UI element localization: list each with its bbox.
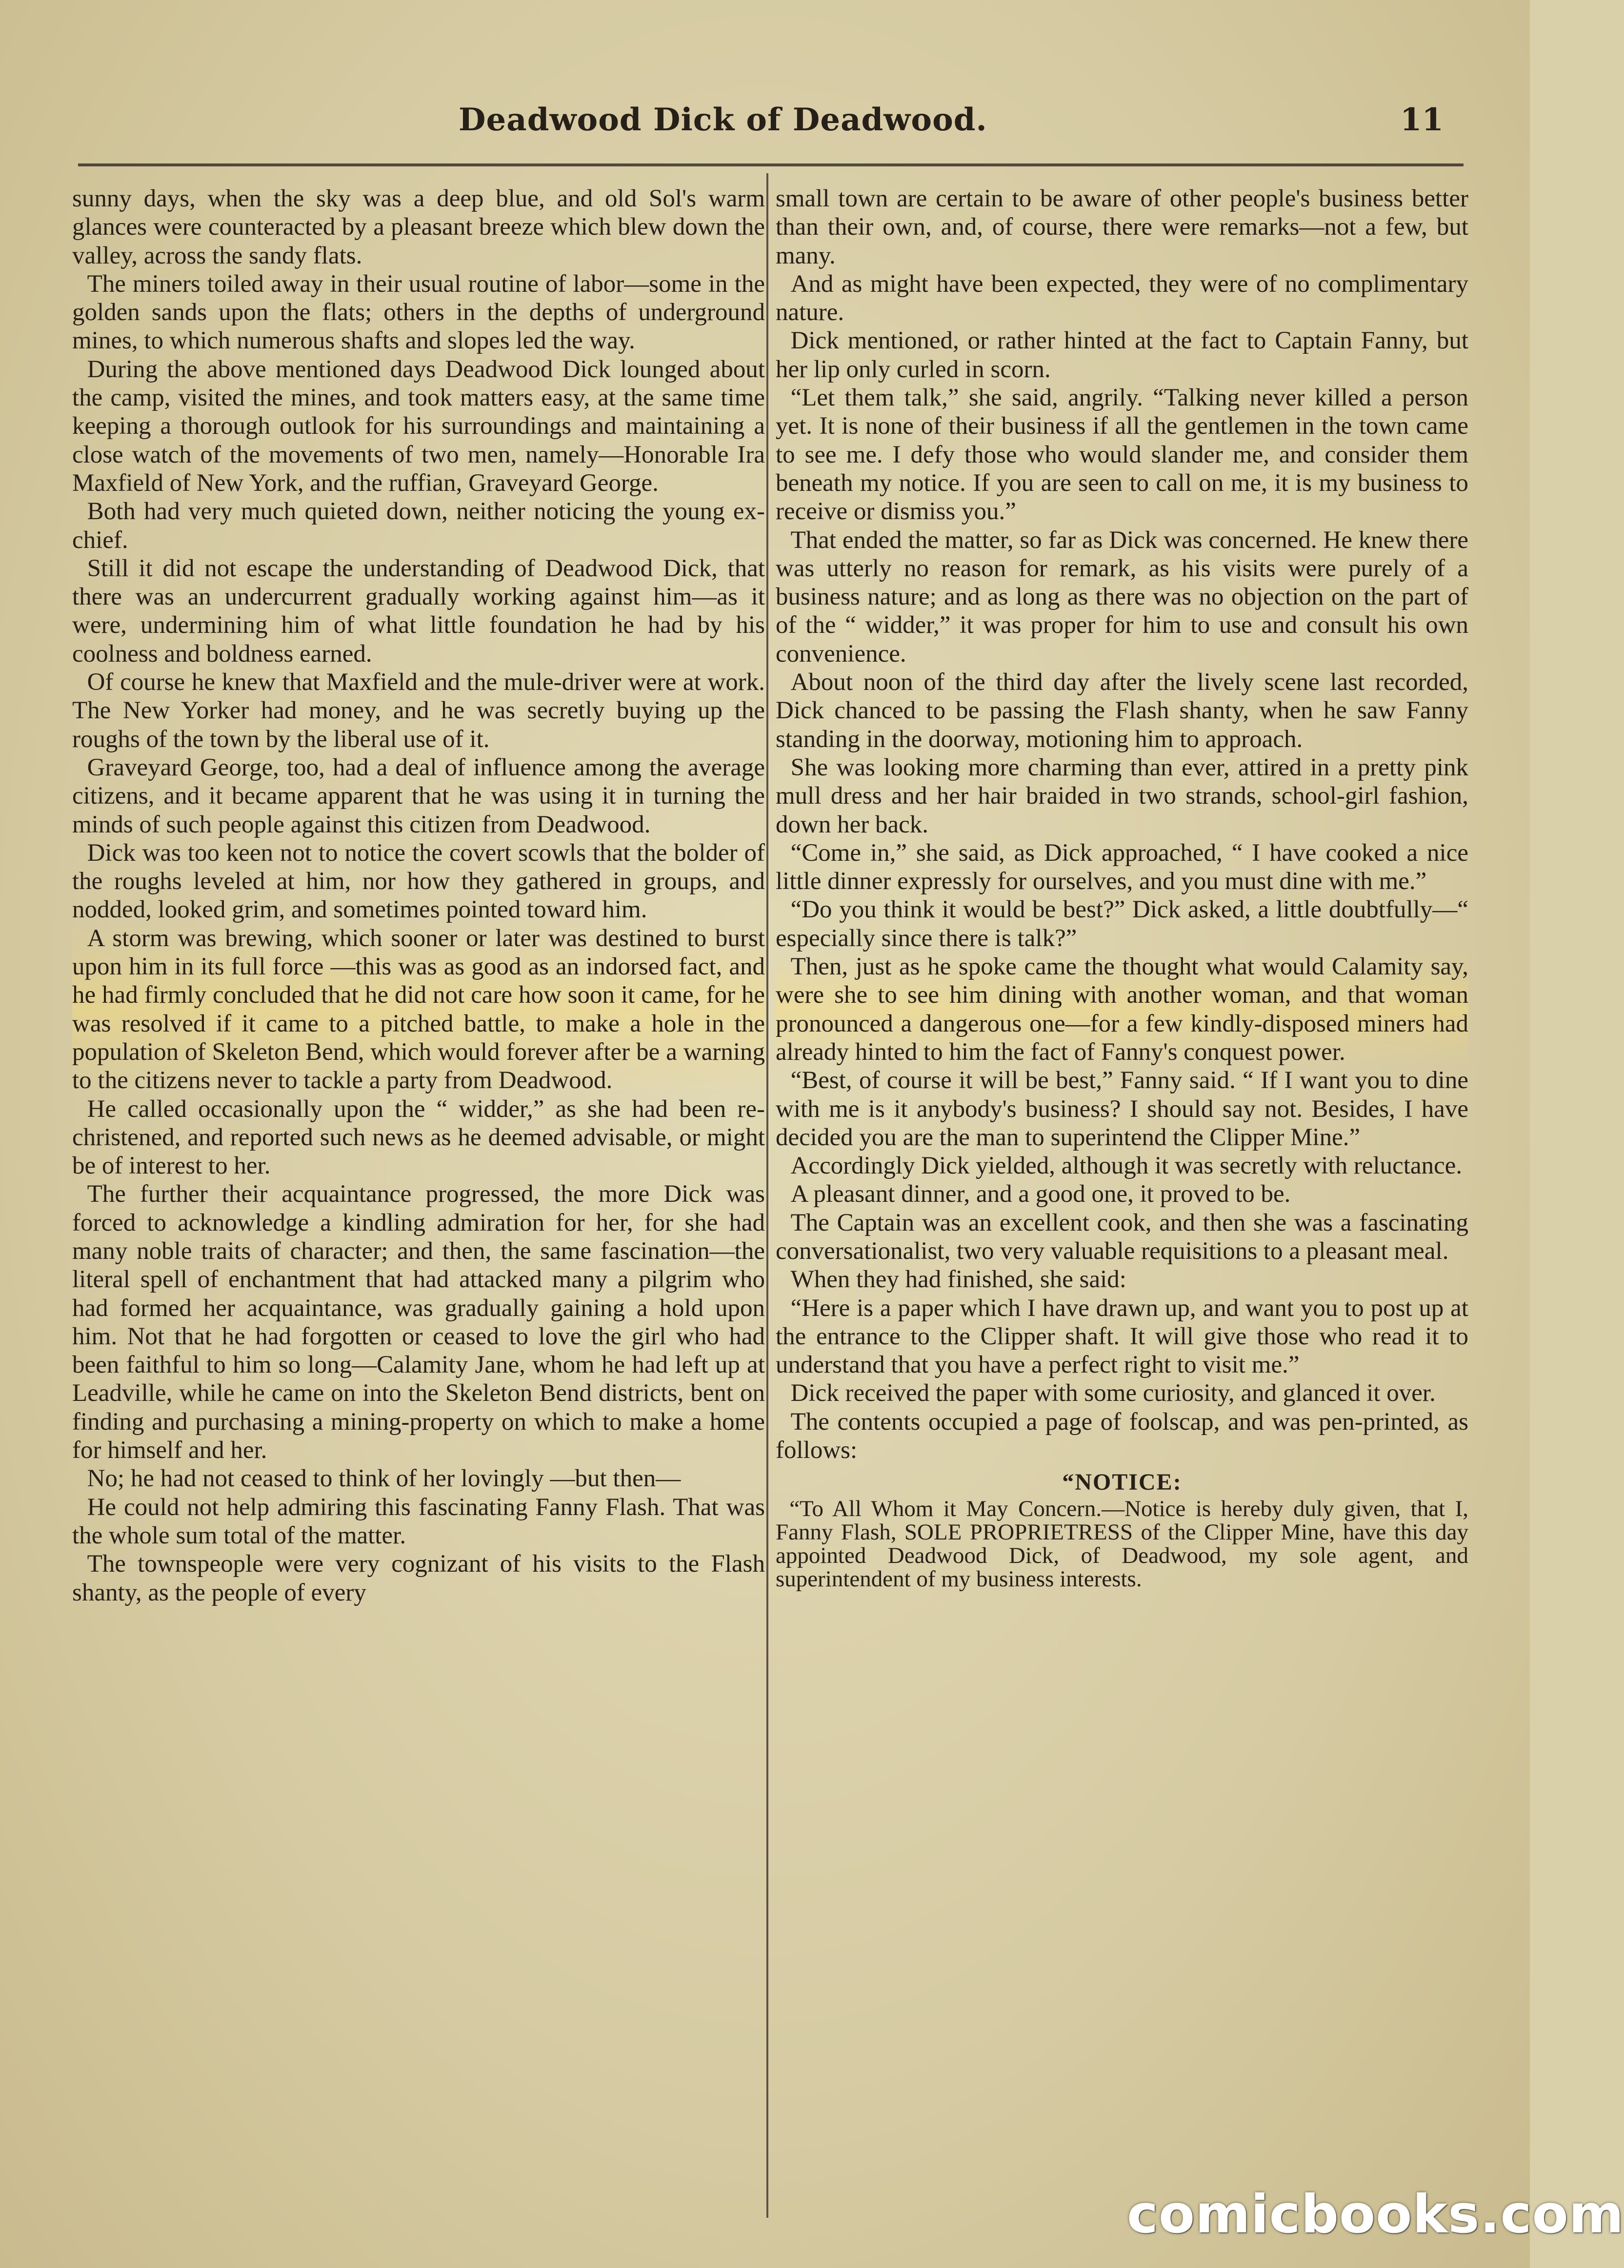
paragraph: The further their acquaintance progressed, the more Dick was forced to acknowledge a kindling admiration for her, for she had many noble traits of character; and then, the same fascination—the literal spell of enchantment that had attacked many a pilgrim who had formed her acquaintance, was gradually gaining a hold upon him. Not that he had forgotten or ceased to love the girl who had been faithful to him so long—Calamity Jane, whom he had left up at Leadville, while he came on into the Skeleton Bend districts, bent on finding and purchasing a mining-property on which to make a home for himself and her. <box>72 1180 765 1464</box>
notice-body: “To All Whom it May Concern.—Notice is hereby duly given, that I, Fanny Flash, SOLE PROPRIETRESS of the Clipper Mine, have this day appointed Deadwood Dick, of Deadwood, my sole agent, and superintendent of my business interests. <box>776 1496 1468 1592</box>
paragraph: sunny days, when the sky was a deep blue, and old Sol's warm glances were counteracted by a pleasant breeze which blew down the valley, across the sandy flats. <box>72 185 765 269</box>
paragraph: The townspeople were very cognizant of his visits to the Flash shanty, as the people of every <box>72 1550 765 1606</box>
column-divider <box>766 173 768 2218</box>
watermark: comicbooks.com <box>1127 2184 1624 2245</box>
paragraph: No; he had not ceased to think of her lovingly —but then— <box>87 1465 681 1493</box>
paragraph: About noon of the third day after the lively scene last recorded, Dick chanced to be passing the Flash shanty, when he saw Fanny standing in the doorway, motioning him to approach. <box>776 668 1468 753</box>
paragraph: Dick mentioned, or rather hinted at the fact to Captain Fanny, but her lip only curled in scorn. <box>776 327 1468 383</box>
page-number: 11 <box>1400 101 1444 138</box>
paragraph: Accordingly Dick yielded, although it was secretly with reluctance. <box>790 1152 1463 1180</box>
paragraph: She was looking more charming than ever, attired in a pretty pink mull dress and her hair braided in two strands, school-girl fashion, down her back. <box>776 753 1468 838</box>
paragraph: “Do you think it would be best?” Dick asked, a little doubtfully—“ especially since there is talk?” <box>776 896 1468 952</box>
paragraph: He could not help admiring this fascinating Fanny Flash. That was the whole sum total of the matter. <box>72 1493 765 1549</box>
running-head <box>0 0 1530 185</box>
paragraph: The miners toiled away in their usual routine of labor—some in the golden sands upon the flats; others in the depths of underground mines, to which numerous shafts and slopes led the way. <box>72 270 765 355</box>
notice-heading: “NOTICE: <box>1062 1469 1182 1496</box>
paragraph: The Captain was an excellent cook, and then she was a fascinating conversationalist, two very valuable requisitions to a pleasant meal. <box>776 1209 1468 1265</box>
paragraph: Dick received the paper with some curiosity, and glanced it over. <box>790 1379 1436 1407</box>
paragraph: He called occasionally upon the “ widder,” as she had been re-christened, and reported such news as he deemed advisable, or might be of interest to her. <box>72 1095 765 1180</box>
paragraph: A storm was brewing, which sooner or later was destined to burst upon him in its full force —this was as good as an indorsed fact, and he had firmly concluded that he did not care how soon it came, for he was resolved if it came to a pitched battle, to make a hole in the population of Skeleton Bend, which would forever after be a warning to the citizens never to tackle a party from Deadwood. <box>72 924 765 1094</box>
paragraph: When they had finished, she said: <box>790 1266 1126 1294</box>
left-column <box>72 184 765 2244</box>
paragraph: Dick was too keen not to notice the covert scowls that the bolder of the roughs leveled at him, nor how they gathered in groups, and nodded, looked grim, and sometimes pointed toward him. <box>72 839 765 924</box>
paragraph: Graveyard George, too, had a deal of influence among the average citizens, and it became apparent that he was using it in turning the minds of such people against this citizen from Deadwood. <box>72 753 765 838</box>
paragraph: “Here is a paper which I have drawn up, and want you to post up at the entrance to the Clipper shaft. It will give those who read it to understand that you have a perfect right to visit me.” <box>776 1294 1468 1379</box>
header-rule <box>78 163 1464 166</box>
paragraph: And as might have been expected, they were of no complimentary nature. <box>776 270 1468 326</box>
paragraph: “Come in,” she said, as Dick approached, “ I have cooked a nice little dinner expressly for ourselves, and you must dine with me.” <box>776 839 1468 895</box>
paragraph: That ended the matter, so far as Dick was concerned. He knew there was utterly no reason for remark, as his visits were purely of a business nature; and as long as there was no objection on the part of of the “ widder,” it was proper for him to use and consult his own convenience. <box>776 526 1468 668</box>
paragraph: Of course he knew that Maxfield and the mule-driver were at work. The New Yorker had money, and he was secretly buying up the roughs of the town by the liberal use of it. <box>72 668 765 753</box>
paragraph: small town are certain to be aware of other people's business better than their own, and, of course, there were remarks—not a few, but many. <box>776 185 1468 269</box>
paragraph: A pleasant dinner, and a good one, it proved to be. <box>790 1180 1291 1208</box>
paragraph: During the above mentioned days Deadwood Dick lounged about the camp, visited the mines, and took matters easy, at the same time keeping a thorough outlook for his surroundings and maintaining a close watch of the movements of two men, namely—Honorable Ira Maxfield of New York, and the ruffian, Graveyard George. <box>72 355 765 497</box>
running-title: Deadwood Dick of Deadwood. <box>459 101 987 138</box>
paragraph: The contents occupied a page of foolscap, and was pen-printed, as follows: <box>776 1408 1468 1464</box>
paragraph: Both had very much quieted down, neither noticing the young ex-chief. <box>72 498 765 554</box>
paragraph: “Best, of course it will be best,” Fanny said. “ If I want you to dine with me is it anybody's business? I should say not. Besides, I have decided you are the man to superintend the Clipper Mine.” <box>776 1067 1468 1151</box>
paragraph: “Let them talk,” she said, angrily. “Talking never killed a person yet. It is none of their business if all the gentlemen in the town came to see me. I defy those who would slander me, and consider them beneath my notice. If you are seen to call on me, it is my business to receive or dismiss you.” <box>776 384 1468 526</box>
right-column <box>776 184 1468 2244</box>
paragraph: Then, just as he spoke came the thought what would Calamity say, were she to see him dining with another woman, and that woman pronounced a dangerous one—for a few kindly-disposed miners had already hinted to him the fact of Fanny's conquest power. <box>776 953 1468 1066</box>
paragraph: Still it did not escape the understanding of Deadwood Dick, that there was an undercurrent gradually working against him—as it were, undermining him of what little foundation he had by his coolness and boldness earned. <box>72 554 765 668</box>
